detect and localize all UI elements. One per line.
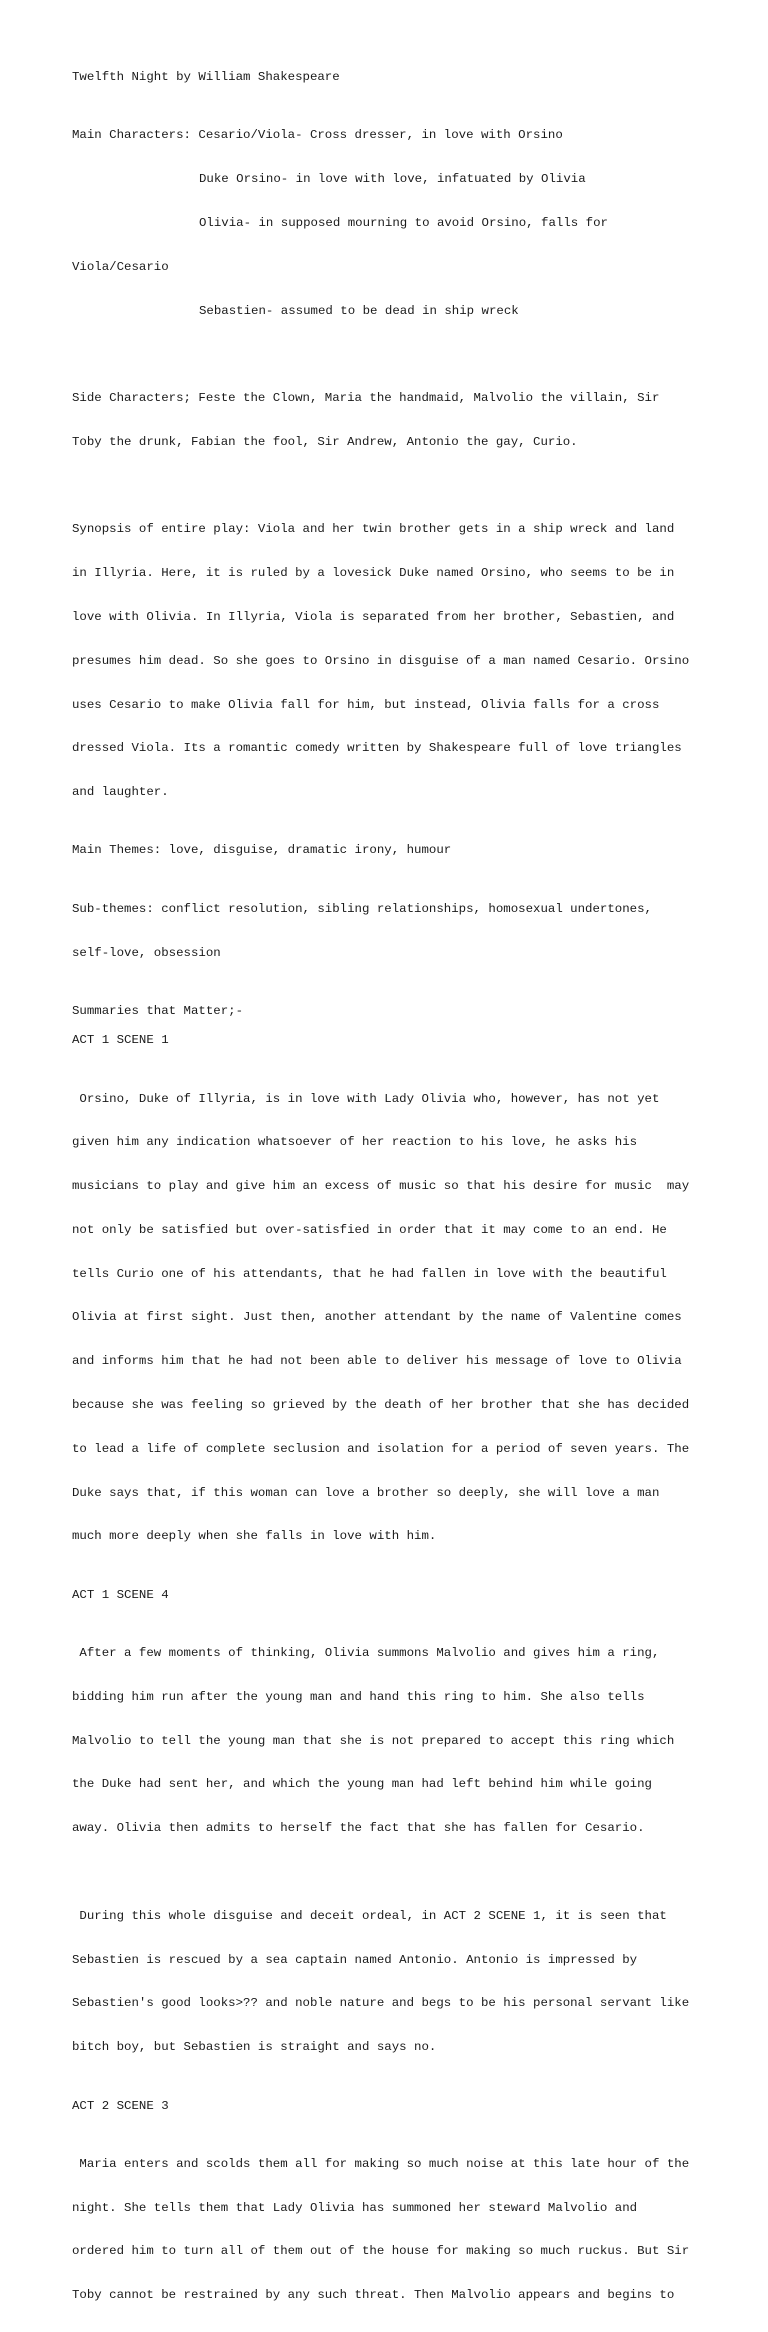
text-line: Synopsis of entire play: Viola and her twin brother gets in a ship wreck and land [72,522,675,537]
text-line: Sebastien is rescued by a sea captain named Antonio. Antonio is impressed by [72,1952,638,1967]
act2-scene3-heading: ACT 2 SCENE 3 [72,2098,169,2113]
text-line: presumes him dead. So she goes to Orsino in disguise of a man named Cesario. Orsino [72,653,690,668]
main-themes: Main Themes: love, disguise, dramatic irony, humour [72,843,452,858]
text-line: Toby the drunk, Fabian the fool, Sir Andrew, Antonio the gay, Curio. [72,434,578,449]
document-title: Twelfth Night by William Shakespeare [72,70,340,84]
text-line: bidding him run after the young man and hand this ring to him. She also tells [72,1689,645,1704]
text-line: After a few moments of thinking, Olivia summons Malvolio and gives him a ring, [72,1646,660,1661]
text-line: love with Olivia. In Illyria, Viola is separated from her brother, Sebastien, and [72,609,675,624]
disguise-paragraph [72,1880,708,2084]
side-characters-section [72,362,708,479]
act1-scene4-paragraph [72,1617,708,1865]
text-line: uses Cesario to make Olivia fall for him, but instead, Olivia falls for a cross [72,697,660,712]
text-line: Malvolio to tell the young man that she is not prepared to accept this ring which [72,1733,675,1748]
act2-scene3-paragraph [72,2128,708,2332]
main-characters-section [72,99,708,347]
text-line: musicians to play and give him an excess of music so that his desire for music may [72,1179,690,1194]
text-line: Duke says that, if this woman can love a brother so deeply, she will love a man [72,1485,660,1500]
text-line: Side Characters; Feste the Clown, Maria the handmaid, Malvolio the villain, Sir [72,391,660,406]
text-line: not only be satisfied but over-satisfied in order that it may come to an end. He [72,1222,667,1237]
text-line: ordered him to turn all of them out of the house for making so much ruckus. But Sir [72,2244,690,2259]
text-line: Sub-themes: conflict resolution, sibling relationships, homosexual undertones, [72,901,652,916]
text-line: night. She tells them that Lady Olivia has summoned her steward Malvolio and [72,2200,638,2215]
text-line: in Illyria. Here, it is ruled by a lovesick Duke named Orsino, who seems to be in [72,566,675,581]
text-line: bitch boy, but Sebastien is straight and says no. [72,2040,437,2055]
text-line: away. Olivia then admits to herself the fact that she has fallen for Cesario. [72,1821,645,1836]
text-line: Maria enters and scolds them all for making so much noise at this late hour of the [72,2156,690,2171]
sub-themes-section [72,873,708,990]
text-line: self-love, obsession [72,945,221,960]
text-line: Sebastien's good looks>?? and noble nature and begs to be his personal servant like [72,1996,690,2011]
text-line: tells Curio one of his attendants, that he had fallen in love with the beautiful [72,1266,667,1281]
text-line: Olivia at first sight. Just then, another attendant by the name of Valentine comes [72,1310,682,1325]
main-characters-line: Duke Orsino- in love with love, infatuated by Olivia [199,172,586,187]
text-line: given him any indication whatsoever of her reaction to his love, he asks his [72,1135,638,1150]
act1-scene1-heading: ACT 1 SCENE 1 [72,1033,169,1048]
text-line: dressed Viola. Its a romantic comedy written by Shakespeare full of love triangles [72,741,682,756]
main-characters-line: Olivia- in supposed mourning to avoid Orsino, falls for [199,215,608,230]
synopsis-section [72,493,708,829]
text-line: to lead a life of complete seclusion and isolation for a period of seven years. The [72,1441,690,1456]
act1-scene4-heading: ACT 1 SCENE 4 [72,1587,169,1602]
text-line: Toby cannot be restrained by any such threat. Then Malvolio appears and begins to [72,2288,675,2303]
main-characters-line: Sebastien- assumed to be dead in ship wreck [199,303,519,318]
text-line: much more deeply when she falls in love with him. [72,1529,437,1544]
text-line: because she was feeling so grieved by the death of her brother that she has decided [72,1398,690,1413]
text-line: and informs him that he had not been able to deliver his message of love to Olivia [72,1354,682,1369]
text-line: During this whole disguise and deceit ordeal, in ACT 2 SCENE 1, it is seen that [72,1908,667,1923]
text-line: the Duke had sent her, and which the young man had left behind him while going [72,1777,652,1792]
summaries-heading: Summaries that Matter;- [72,1004,244,1018]
text-line: Orsino, Duke of Illyria, is in love with Lady Olivia who, however, has not yet [72,1091,660,1106]
act1-scene1-paragraph [72,1062,708,1573]
main-characters-line: Viola/Cesario [72,259,169,274]
text-line: and laughter. [72,785,169,800]
main-characters-line: Main Characters: Cesario/Viola- Cross dresser, in love with Orsino [72,128,563,143]
